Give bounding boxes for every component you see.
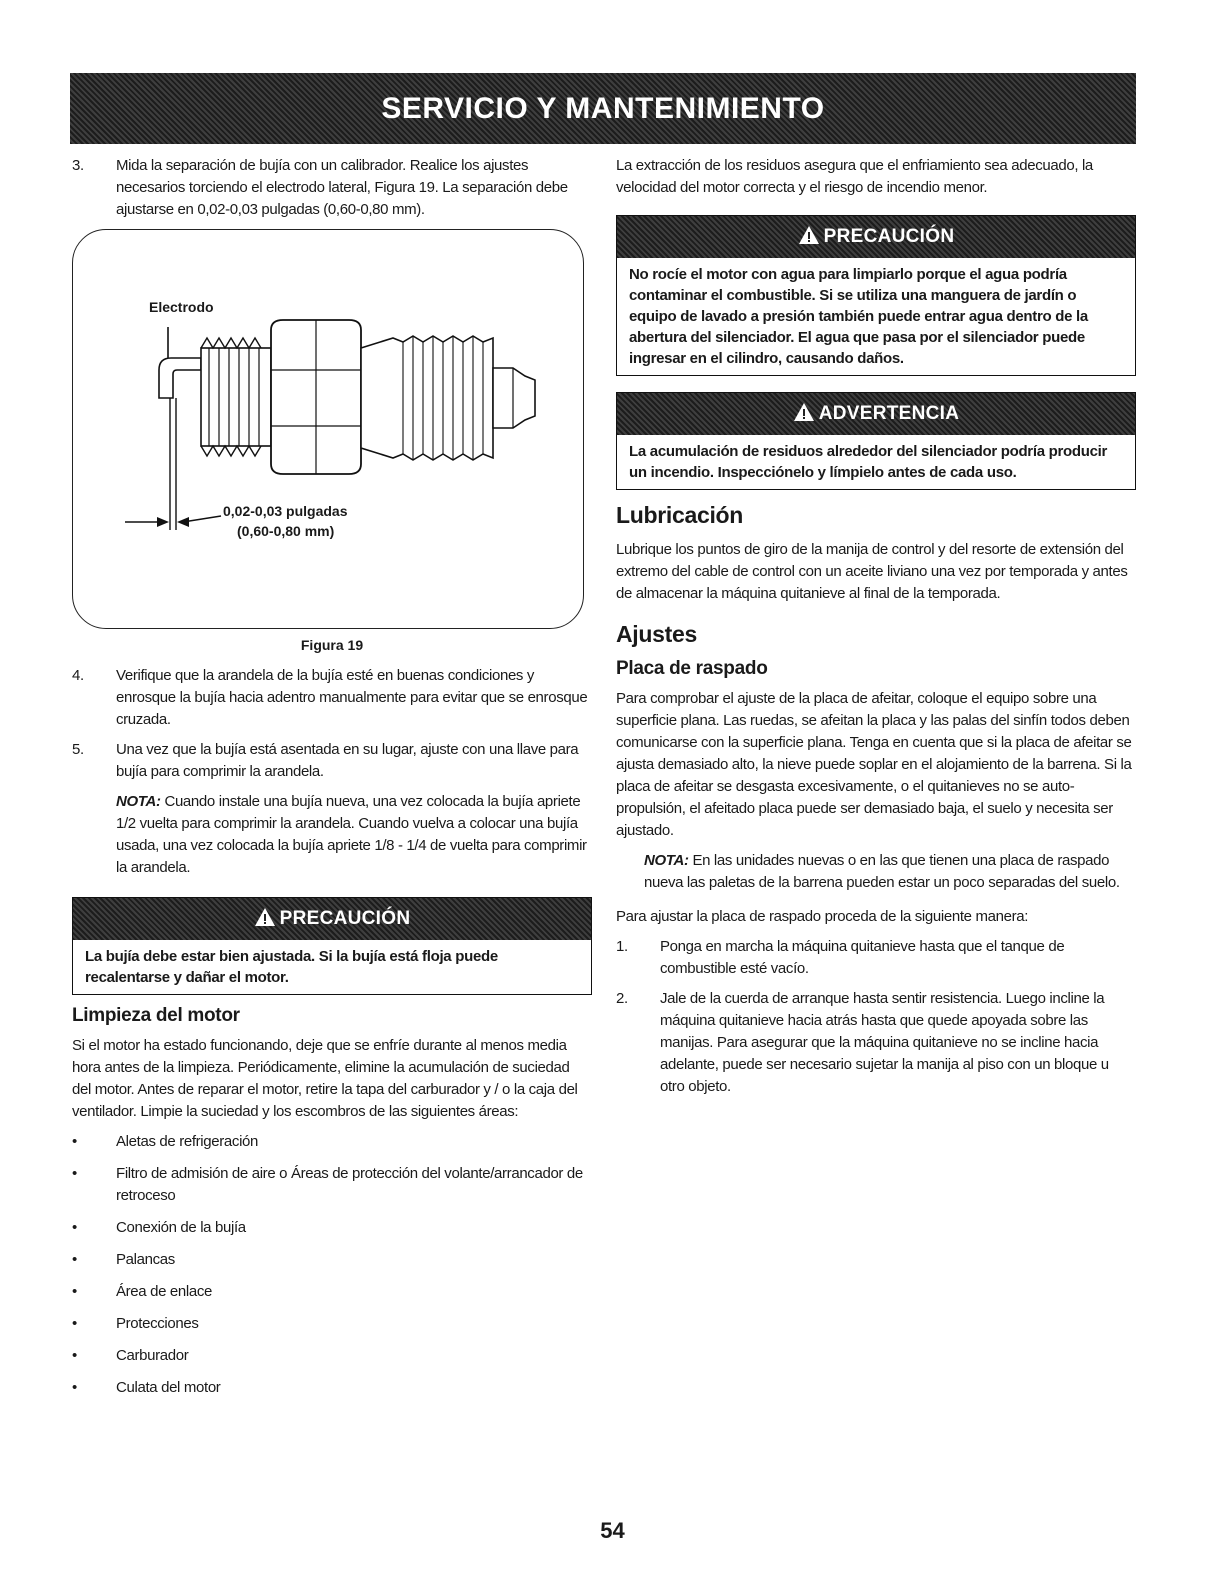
note-spark-plug — [116, 791, 592, 879]
list-item: • Protecciones — [72, 1315, 199, 1332]
scraper-plate-heading: Placa de raspado — [616, 658, 768, 679]
step-number: 4. — [72, 667, 84, 684]
engine-cleaning-text: Si el motor ha estado funcionando, deje que se enfríe durante al menos media hora antes de la limpieza. Periódicamente, elimine la acumulación de suciedad del motor. Antes de reparar el motor, retire la tapa del carburador y / o la caja del ventilador. Limpie la suciedad y los escombros de las siguientes áreas: — [72, 1037, 578, 1120]
warning-triangle-icon — [254, 907, 276, 932]
warning-triangle-icon — [793, 402, 815, 427]
page-number: 54 — [600, 1518, 625, 1543]
list-item: • Área de enlace — [72, 1283, 213, 1300]
caution-text: No rocíe el motor con agua para limpiarlo porque el agua podría contaminar el combustible. Si se utiliza una manguera de jardín o equipo de lavado a presión también puede entrar agua dentro de la abertura del silenciador. El agua que pasa por el silenciador puede ingresar en el cilindro, causando daños. — [629, 266, 1088, 367]
page-title: SERVICIO Y MANTENIMIENTO — [381, 91, 825, 125]
list-item: • Conexión de la bujía — [72, 1219, 246, 1236]
step-4 — [72, 665, 592, 731]
caution-title: PRECAUCIÓN — [823, 226, 955, 247]
warning-triangle-icon — [798, 225, 820, 250]
step-text: Verifique que la arandela de la bujía esté en buenas condiciones y enrosque la bujía hacia adentro manualmente para evitar que se enrosque cruzada. — [116, 667, 588, 728]
step-text: Ponga en marcha la máquina quitanieve hasta que el tanque de combustible esté vacío. — [660, 938, 1065, 977]
right-column — [616, 155, 1136, 1106]
warning-header — [617, 393, 1135, 435]
step-number: 3. — [72, 157, 84, 174]
step-text: Jale de la cuerda de arranque hasta sentir resistencia. Luego incline la máquina quitanieve hacia atrás hasta que quede apoyada sobre las manijas. Para asegurar que la máquina quitanieve no se incline hacia adelante, puede ser necesario sujetar la manija al piso con un bloque u otro objeto. — [660, 990, 1109, 1095]
section-banner — [70, 73, 1136, 144]
adjustments-heading: Ajustes — [616, 621, 697, 647]
procedure-intro: Para ajustar la placa de raspado proceda de la siguiente manera: — [616, 908, 1029, 925]
cleaning-areas-list — [72, 1131, 592, 1399]
caution-header — [617, 216, 1135, 258]
debris-intro: La extracción de los residuos asegura que el enfriamiento sea adecuado, la velocidad del motor correcta y el riesgo de incendio menor. — [616, 157, 1093, 196]
step-number: 2. — [616, 990, 628, 1007]
note-label: NOTA: — [644, 852, 689, 869]
list-item: • Aletas de refrigeración — [72, 1133, 259, 1150]
list-item: • Palancas — [72, 1251, 175, 1268]
adjust-step-1 — [616, 936, 1136, 980]
lubrication-text: Lubrique los puntos de giro de la manija de control y del resorte de extensión del extremo del cable de control con un aceite liviano una vez por temporada y antes de almacenar la máquina quitanieve al final de la temporada. — [616, 541, 1128, 602]
note-scraper — [644, 850, 1136, 894]
label-electrode: Electrodo — [149, 299, 214, 315]
caution-text: La bujía debe estar bien ajustada. Si la bujía está floja puede recalentarse y dañar el motor. — [85, 948, 498, 986]
caution-title: PRECAUCIÓN — [279, 908, 411, 929]
step-text: Una vez que la bujía está asentada en su lugar, ajuste con una llave para bujía para comprimir la arandela. — [116, 741, 579, 780]
step-number: 5. — [72, 741, 84, 758]
step-number: 1. — [616, 938, 628, 955]
caution-header — [73, 898, 591, 940]
step-text: Mida la separación de bujía con un calibrador. Realice los ajustes necesarios torciendo el electrodo lateral, Figura 19. La separación debe ajustarse en 0,02-0,03 pulgadas (0,60-0,80 mm). — [116, 157, 568, 218]
figure-caption: Figura 19 — [300, 637, 364, 653]
caution-box-water — [616, 215, 1136, 376]
step-3 — [72, 155, 592, 221]
left-column — [72, 155, 592, 1409]
warning-text: La acumulación de residuos alrededor del silenciador podría producir un incendio. Inspecciónelo y límpielo antes de cada uso. — [629, 443, 1108, 481]
figure-19-box — [72, 229, 584, 629]
note-label: NOTA: — [116, 793, 161, 810]
engine-cleaning-heading: Limpieza del motor — [72, 1005, 240, 1026]
spark-plug-illustration — [73, 230, 582, 627]
step-5 — [72, 739, 592, 783]
list-item: • Culata del motor — [72, 1379, 221, 1396]
lubrication-heading: Lubricación — [616, 502, 744, 528]
adjust-step-2 — [616, 988, 1136, 1098]
note-text: Cuando instale una bujía nueva, una vez colocada la bujía apriete 1/2 vuelta para comprimir la arandela. Cuando vuelva a colocar una bujía usada, una vez colocada la bujía apriete 1/8 - 1/4 de vuelta para comprimir la arandela. — [116, 793, 587, 876]
note-text: En las unidades nuevas o en las que tienen una placa de raspado nueva las paletas de la barrena pueden estar un poco separadas del suelo. — [644, 852, 1120, 891]
list-item: • Carburador — [72, 1347, 189, 1364]
warning-title: ADVERTENCIA — [818, 403, 960, 424]
warning-box-fire — [616, 392, 1136, 490]
scraper-plate-text: Para comprobar el ajuste de la placa de afeitar, coloque el equipo sobre una superficie plana. Las ruedas, se afeitan la placa y las palas del sinfín todos deben comunicarse con la superficie plana. Tenga en cuenta que si la placa de afeitar se ajusta demasiado alto, la nieve puede soplar en el alojamiento de la barrena. Si la placa de afeitar se desgasta excesivamente, o el quitanieves no se auto-propulsión, el afeitado placa puede ser demasiado baja, el suelo y necesita ser ajustado. — [616, 690, 1132, 839]
label-gap-inches: 0,02-0,03 pulgadas — [223, 503, 348, 519]
caution-box-spark-plug — [72, 897, 592, 995]
list-item: • Filtro de admisión de aire o Áreas de protección del volante/arrancador de retroceso — [72, 1165, 583, 1204]
label-gap-mm: (0,60-0,80 mm) — [237, 523, 335, 539]
